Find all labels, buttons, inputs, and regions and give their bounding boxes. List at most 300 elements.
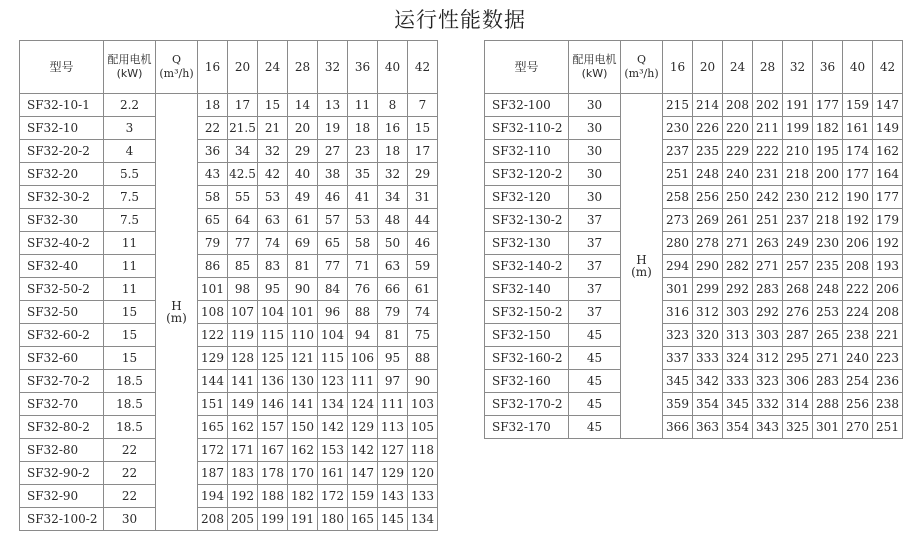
header-q-unit: (m³/h) <box>624 67 659 80</box>
head-value-cell: 145 <box>378 508 408 531</box>
head-value-cell: 115 <box>318 347 348 370</box>
motor-cell: 7.5 <box>104 186 156 209</box>
head-value-cell: 61 <box>288 209 318 232</box>
motor-cell: 37 <box>569 255 621 278</box>
head-value-cell: 71 <box>348 255 378 278</box>
performance-table-left <box>19 40 438 531</box>
head-value-cell: 200 <box>813 163 843 186</box>
head-value-cell: 218 <box>813 209 843 232</box>
head-value-cell: 271 <box>723 232 753 255</box>
head-value-cell: 159 <box>348 485 378 508</box>
head-value-cell: 249 <box>783 232 813 255</box>
header-row <box>485 41 903 94</box>
head-value-cell: 88 <box>408 347 438 370</box>
head-value-cell: 7 <box>408 94 438 117</box>
head-value-cell: 111 <box>348 370 378 393</box>
head-value-cell: 101 <box>198 278 228 301</box>
head-value-cell: 77 <box>228 232 258 255</box>
model-cell: SF32-90 <box>20 485 104 508</box>
head-value-cell: 192 <box>228 485 258 508</box>
motor-cell: 18.5 <box>104 393 156 416</box>
header-flow-value: 40 <box>378 41 408 94</box>
table-row <box>20 301 438 324</box>
motor-cell: 22 <box>104 439 156 462</box>
table-row <box>20 324 438 347</box>
model-cell: SF32-100 <box>485 94 569 117</box>
head-value-cell: 230 <box>663 117 693 140</box>
head-value-cell: 127 <box>378 439 408 462</box>
head-value-cell: 118 <box>408 439 438 462</box>
head-value-cell: 157 <box>258 416 288 439</box>
head-value-cell: 162 <box>288 439 318 462</box>
table-row <box>485 209 903 232</box>
header-motor-line1: 配用电机 <box>107 53 152 66</box>
head-value-cell: 18 <box>198 94 228 117</box>
head-value-cell: 222 <box>843 278 873 301</box>
head-value-cell: 58 <box>198 186 228 209</box>
head-value-cell: 208 <box>198 508 228 531</box>
head-value-cell: 50 <box>378 232 408 255</box>
head-value-cell: 81 <box>378 324 408 347</box>
table-row <box>485 347 903 370</box>
table-row <box>485 278 903 301</box>
motor-cell: 11 <box>104 255 156 278</box>
head-value-cell: 147 <box>873 94 903 117</box>
model-cell: SF32-170 <box>485 416 569 439</box>
head-value-cell: 229 <box>723 140 753 163</box>
head-value-cell: 254 <box>843 370 873 393</box>
model-cell: SF32-10 <box>20 117 104 140</box>
head-value-cell: 242 <box>753 186 783 209</box>
head-value-cell: 76 <box>348 278 378 301</box>
head-value-cell: 301 <box>813 416 843 439</box>
head-value-cell: 195 <box>813 140 843 163</box>
head-value-cell: 29 <box>288 140 318 163</box>
head-value-cell: 43 <box>198 163 228 186</box>
table-row <box>20 232 438 255</box>
motor-cell: 11 <box>104 278 156 301</box>
table-row <box>20 508 438 531</box>
head-value-cell: 79 <box>198 232 228 255</box>
head-value-cell: 161 <box>843 117 873 140</box>
motor-cell: 30 <box>569 94 621 117</box>
header-flow-value: 20 <box>228 41 258 94</box>
model-cell: SF32-10-1 <box>20 94 104 117</box>
head-value-cell: 224 <box>843 301 873 324</box>
head-value-cell: 149 <box>228 393 258 416</box>
head-symbol: H <box>636 253 647 267</box>
head-value-cell: 23 <box>348 140 378 163</box>
table-row <box>20 485 438 508</box>
table-row <box>485 94 903 117</box>
performance-table-right <box>484 40 903 439</box>
head-value-cell: 192 <box>873 232 903 255</box>
table-row <box>20 255 438 278</box>
head-value-cell: 208 <box>723 94 753 117</box>
head-value-cell: 282 <box>723 255 753 278</box>
head-value-cell: 97 <box>378 370 408 393</box>
head-value-cell: 251 <box>753 209 783 232</box>
head-value-cell: 105 <box>408 416 438 439</box>
head-value-cell: 182 <box>288 485 318 508</box>
head-value-cell: 32 <box>258 140 288 163</box>
head-value-cell: 187 <box>198 462 228 485</box>
model-cell: SF32-40 <box>20 255 104 278</box>
head-value-cell: 162 <box>873 140 903 163</box>
page-title: 运行性能数据 <box>394 8 526 32</box>
model-cell: SF32-140 <box>485 278 569 301</box>
head-value-cell: 53 <box>348 209 378 232</box>
head-value-cell: 237 <box>663 140 693 163</box>
head-value-cell: 14 <box>288 94 318 117</box>
head-value-cell: 178 <box>258 462 288 485</box>
head-value-cell: 59 <box>408 255 438 278</box>
head-value-cell: 17 <box>408 140 438 163</box>
head-value-cell: 323 <box>753 370 783 393</box>
head-value-cell: 128 <box>228 347 258 370</box>
head-value-cell: 165 <box>198 416 228 439</box>
head-value-cell: 86 <box>198 255 228 278</box>
head-value-cell: 288 <box>813 393 843 416</box>
head-value-cell: 75 <box>408 324 438 347</box>
head-value-cell: 98 <box>228 278 258 301</box>
motor-cell: 30 <box>104 508 156 531</box>
header-flow-value: 24 <box>723 41 753 94</box>
head-value-cell: 221 <box>873 324 903 347</box>
head-value-cell: 129 <box>378 462 408 485</box>
table-row <box>20 163 438 186</box>
head-value-cell: 206 <box>873 278 903 301</box>
head-value-cell: 58 <box>348 232 378 255</box>
head-value-cell: 253 <box>813 301 843 324</box>
model-cell: SF32-80 <box>20 439 104 462</box>
head-value-cell: 164 <box>873 163 903 186</box>
header-flow-value: 24 <box>258 41 288 94</box>
head-value-cell: 193 <box>873 255 903 278</box>
head-value-cell: 34 <box>228 140 258 163</box>
head-value-cell: 115 <box>258 324 288 347</box>
table-row <box>485 324 903 347</box>
table-row <box>20 416 438 439</box>
model-cell: SF32-130 <box>485 232 569 255</box>
head-value-cell: 294 <box>663 255 693 278</box>
head-value-cell: 61 <box>408 278 438 301</box>
head-value-cell: 323 <box>663 324 693 347</box>
head-value-cell: 172 <box>198 439 228 462</box>
model-cell: SF32-170-2 <box>485 393 569 416</box>
motor-cell: 22 <box>104 485 156 508</box>
head-value-cell: 235 <box>813 255 843 278</box>
head-value-cell: 88 <box>348 301 378 324</box>
head-value-cell: 220 <box>723 117 753 140</box>
motor-cell: 37 <box>569 232 621 255</box>
head-value-cell: 312 <box>693 301 723 324</box>
head-value-cell: 21.5 <box>228 117 258 140</box>
model-cell: SF32-150-2 <box>485 301 569 324</box>
head-value-cell: 141 <box>228 370 258 393</box>
head-value-cell: 74 <box>258 232 288 255</box>
motor-cell: 5.5 <box>104 163 156 186</box>
head-value-cell: 276 <box>783 301 813 324</box>
head-value-cell: 16 <box>378 117 408 140</box>
head-value-cell: 136 <box>258 370 288 393</box>
head-value-cell: 161 <box>318 462 348 485</box>
header-motor <box>569 41 621 94</box>
header-flow-value: 16 <box>663 41 693 94</box>
head-value-cell: 231 <box>753 163 783 186</box>
head-value-cell: 83 <box>258 255 288 278</box>
head-value-cell: 199 <box>783 117 813 140</box>
head-value-cell: 333 <box>723 370 753 393</box>
model-cell: SF32-160-2 <box>485 347 569 370</box>
head-value-cell: 218 <box>783 163 813 186</box>
head-value-cell: 359 <box>663 393 693 416</box>
model-cell: SF32-60 <box>20 347 104 370</box>
head-value-cell: 120 <box>408 462 438 485</box>
header-flow-value: 16 <box>198 41 228 94</box>
head-value-cell: 208 <box>873 301 903 324</box>
model-cell: SF32-40-2 <box>20 232 104 255</box>
head-value-cell: 290 <box>693 255 723 278</box>
head-value-cell: 177 <box>843 163 873 186</box>
head-value-cell: 292 <box>723 278 753 301</box>
head-value-cell: 268 <box>783 278 813 301</box>
model-cell: SF32-30-2 <box>20 186 104 209</box>
head-value-cell: 159 <box>843 94 873 117</box>
head-value-cell: 8 <box>378 94 408 117</box>
head-value-cell: 42 <box>258 163 288 186</box>
head-value-cell: 170 <box>288 462 318 485</box>
head-value-cell: 103 <box>408 393 438 416</box>
head-value-cell: 111 <box>378 393 408 416</box>
head-value-cell: 250 <box>723 186 753 209</box>
head-value-cell: 256 <box>693 186 723 209</box>
head-value-cell: 146 <box>258 393 288 416</box>
head-value-cell: 15 <box>408 117 438 140</box>
head-value-cell: 191 <box>783 94 813 117</box>
motor-cell: 30 <box>569 163 621 186</box>
head-value-cell: 251 <box>873 416 903 439</box>
head-value-cell: 134 <box>408 508 438 531</box>
table-row <box>485 232 903 255</box>
head-value-cell: 283 <box>813 370 843 393</box>
head-value-cell: 269 <box>693 209 723 232</box>
head-value-cell: 278 <box>693 232 723 255</box>
head-value-cell: 237 <box>783 209 813 232</box>
head-value-cell: 324 <box>723 347 753 370</box>
head-value-cell: 215 <box>663 94 693 117</box>
head-value-cell: 236 <box>873 370 903 393</box>
head-value-cell: 151 <box>198 393 228 416</box>
head-value-cell: 366 <box>663 416 693 439</box>
head-value-cell: 188 <box>258 485 288 508</box>
head-value-cell: 313 <box>723 324 753 347</box>
model-cell: SF32-120-2 <box>485 163 569 186</box>
head-value-cell: 172 <box>318 485 348 508</box>
head-value-cell: 271 <box>753 255 783 278</box>
motor-cell: 15 <box>104 347 156 370</box>
head-value-cell: 182 <box>813 117 843 140</box>
header-flow-value: 32 <box>318 41 348 94</box>
model-cell: SF32-110-2 <box>485 117 569 140</box>
head-unit-cell <box>621 94 663 439</box>
head-value-cell: 124 <box>348 393 378 416</box>
model-cell: SF32-90-2 <box>20 462 104 485</box>
header-model: 型号 <box>20 41 104 94</box>
head-value-cell: 13 <box>318 94 348 117</box>
motor-cell: 3 <box>104 117 156 140</box>
head-value-cell: 20 <box>288 117 318 140</box>
head-value-cell: 180 <box>318 508 348 531</box>
head-value-cell: 46 <box>318 186 348 209</box>
head-value-cell: 141 <box>288 393 318 416</box>
head-value-cell: 122 <box>198 324 228 347</box>
head-value-cell: 84 <box>318 278 348 301</box>
table-row <box>485 117 903 140</box>
head-value-cell: 205 <box>228 508 258 531</box>
motor-cell: 22 <box>104 462 156 485</box>
head-value-cell: 354 <box>723 416 753 439</box>
head-value-cell: 108 <box>198 301 228 324</box>
motor-cell: 4 <box>104 140 156 163</box>
head-value-cell: 354 <box>693 393 723 416</box>
head-value-cell: 90 <box>288 278 318 301</box>
header-q-symbol: Q <box>171 53 182 66</box>
motor-cell: 15 <box>104 301 156 324</box>
table-row <box>20 393 438 416</box>
head-value-cell: 325 <box>783 416 813 439</box>
table-row <box>485 255 903 278</box>
model-cell: SF32-50 <box>20 301 104 324</box>
motor-cell: 45 <box>569 393 621 416</box>
head-value-cell: 280 <box>663 232 693 255</box>
head-value-cell: 19 <box>318 117 348 140</box>
head-value-cell: 36 <box>198 140 228 163</box>
model-cell: SF32-70-2 <box>20 370 104 393</box>
head-value-cell: 142 <box>318 416 348 439</box>
model-cell: SF32-110 <box>485 140 569 163</box>
head-value-cell: 38 <box>318 163 348 186</box>
head-value-cell: 190 <box>843 186 873 209</box>
head-value-cell: 104 <box>258 301 288 324</box>
head-value-cell: 248 <box>813 278 843 301</box>
motor-cell: 37 <box>569 278 621 301</box>
header-flow-value: 36 <box>813 41 843 94</box>
head-value-cell: 32 <box>378 163 408 186</box>
head-value-cell: 212 <box>813 186 843 209</box>
head-value-cell: 316 <box>663 301 693 324</box>
head-value-cell: 177 <box>813 94 843 117</box>
model-cell: SF32-20 <box>20 163 104 186</box>
table-row <box>20 140 438 163</box>
model-cell: SF32-30 <box>20 209 104 232</box>
head-value-cell: 65 <box>318 232 348 255</box>
head-value-cell: 95 <box>378 347 408 370</box>
model-cell: SF32-130-2 <box>485 209 569 232</box>
head-value-cell: 144 <box>198 370 228 393</box>
motor-cell: 15 <box>104 324 156 347</box>
model-cell: SF32-150 <box>485 324 569 347</box>
head-value-cell: 194 <box>198 485 228 508</box>
head-value-cell: 85 <box>228 255 258 278</box>
head-value-cell: 44 <box>408 209 438 232</box>
table-row <box>485 416 903 439</box>
motor-cell: 45 <box>569 416 621 439</box>
motor-cell: 37 <box>569 209 621 232</box>
head-value-cell: 22 <box>198 117 228 140</box>
header-motor <box>104 41 156 94</box>
head-value-cell: 130 <box>288 370 318 393</box>
header-flow-q <box>621 41 663 94</box>
head-value-cell: 101 <box>288 301 318 324</box>
header-model: 型号 <box>485 41 569 94</box>
head-value-cell: 301 <box>663 278 693 301</box>
motor-cell: 7.5 <box>104 209 156 232</box>
head-value-cell: 292 <box>753 301 783 324</box>
head-value-cell: 287 <box>783 324 813 347</box>
model-cell: SF32-160 <box>485 370 569 393</box>
head-value-cell: 81 <box>288 255 318 278</box>
head-value-cell: 283 <box>753 278 783 301</box>
header-flow-value: 28 <box>753 41 783 94</box>
head-value-cell: 31 <box>408 186 438 209</box>
head-value-cell: 299 <box>693 278 723 301</box>
head-value-cell: 314 <box>783 393 813 416</box>
head-value-cell: 90 <box>408 370 438 393</box>
table-row <box>20 117 438 140</box>
head-value-cell: 110 <box>288 324 318 347</box>
head-value-cell: 11 <box>348 94 378 117</box>
motor-cell: 18.5 <box>104 416 156 439</box>
table-row <box>485 186 903 209</box>
head-value-cell: 177 <box>873 186 903 209</box>
head-value-cell: 134 <box>318 393 348 416</box>
head-value-cell: 143 <box>378 485 408 508</box>
head-value-cell: 230 <box>783 186 813 209</box>
head-value-cell: 342 <box>693 370 723 393</box>
motor-cell: 30 <box>569 186 621 209</box>
head-value-cell: 270 <box>843 416 873 439</box>
head-value-cell: 94 <box>348 324 378 347</box>
head-value-cell: 248 <box>693 163 723 186</box>
head-value-cell: 18 <box>348 117 378 140</box>
head-value-cell: 263 <box>753 232 783 255</box>
head-symbol: H <box>171 299 182 313</box>
head-value-cell: 271 <box>813 347 843 370</box>
head-value-cell: 261 <box>723 209 753 232</box>
head-value-cell: 64 <box>228 209 258 232</box>
model-cell: SF32-70 <box>20 393 104 416</box>
header-q-unit: (m³/h) <box>159 67 194 80</box>
head-unit: (m) <box>166 311 187 325</box>
head-value-cell: 113 <box>378 416 408 439</box>
head-value-cell: 235 <box>693 140 723 163</box>
head-value-cell: 171 <box>228 439 258 462</box>
model-cell: SF32-140-2 <box>485 255 569 278</box>
head-value-cell: 55 <box>228 186 258 209</box>
head-value-cell: 49 <box>288 186 318 209</box>
head-value-cell: 42.5 <box>228 163 258 186</box>
header-flow-value: 42 <box>408 41 438 94</box>
head-value-cell: 69 <box>288 232 318 255</box>
table-row <box>20 186 438 209</box>
head-value-cell: 230 <box>813 232 843 255</box>
header-motor-unit: (kW) <box>581 67 608 80</box>
head-value-cell: 223 <box>873 347 903 370</box>
header-flow-value: 36 <box>348 41 378 94</box>
head-value-cell: 147 <box>348 462 378 485</box>
model-cell: SF32-120 <box>485 186 569 209</box>
